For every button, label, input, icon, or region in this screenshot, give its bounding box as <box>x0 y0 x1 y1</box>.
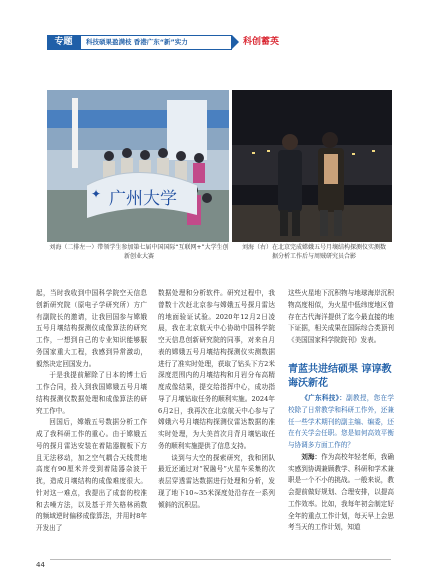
photo-caption-2: 刘海（右）在北京完成嫦娥五号月壤结构探测仪实测数据分析工作后与周贼研究员合影 <box>241 244 386 260</box>
paragraph: 数据处理和分析软件。研究过程中，我曾数十次赶北京参与嫦娥五号探月雷达的地面验证试验。2020年12月2日凌晨，我在北京航天中心协助中国科学院空天信息创新研究院的同事，对来自月表的嫦娥五号月壤结构探测仪实测数据进行了准实时处理，获取了钻头下方2米深度范围内的月壤结构和月岩分布高精度成像结果，提交给指挥中心，成功指导了月壤钻取任务的顺利实施。2024年6月2日，我再次在北京航天中心参与了嫦娥六号月壤结构探测仪雷达数据的准实时处理，为大美首次月背月壤钻取任务的顺利实施提供了信息支持。 <box>158 289 275 450</box>
answer <box>288 452 394 534</box>
question-label: 《广东科技》： <box>301 394 347 402</box>
body-column-3 <box>288 288 394 347</box>
paragraph: 这些火星地下沉积物与地球海岸沉积物高度相似，为火星中低纬度地区曾存在古代海洋提供了迄今最直接的地下证据，相关成果在国际综合类顶刊《美国国家科学院院刊》发表。 <box>288 289 394 344</box>
section-heading: 青蓝共进结硕果 谆谆教诲沃新花 <box>288 364 392 389</box>
photo-caption-1: 刘海（二排左一）带领学生参加第七届中国国际“互联网+”大学生创新创业大赛 <box>49 244 229 260</box>
photo-beijing-team <box>232 90 392 242</box>
body-column-2 <box>158 288 275 511</box>
paragraph: 于是我提前解除了日本的博士后工作合同，投入到我国嫦娥五号月壤结构探测仪数据处理和成像算法的研究工作中。 <box>36 371 147 415</box>
question <box>288 393 394 452</box>
paragraph: 谈到与大空的探索研究，我和团队最近还通过对“祝融号”火星车采集的次表层穿透雷达数据进行处理和分析，发现了地下10~35米深度处沿存在一系列倾斜的沉积层。 <box>158 453 275 509</box>
column-title: 科创蓄英 <box>243 37 280 47</box>
footer-rule <box>36 559 391 560</box>
header-bar: 科技硕果盈满枝 香港广东“新”实力 <box>80 35 232 50</box>
header-chevron <box>232 35 239 49</box>
paragraph: 回国后，嫦娥五号数据分析工作成了我科研工作的重心。由于嫦娥五号的探月雷达安装在着陆器腹板下方且无法移动，加之空气耦合天线贯地高度有90厘米并受到着陆器杂波干扰，造成月壤结构的成像难度很大。针对这一难点，我提出了成套的校准和去噪方法，以及基于并矢格林函数的频域逆时偏移成像算法，并用时8年开发出了 <box>36 418 147 532</box>
answer-label: 刘海： <box>301 452 322 461</box>
photo-student-competition <box>47 90 229 242</box>
body-column-1 <box>36 288 147 535</box>
answer-text: 作为高校年轻老师，我确实感到协调兼顾教学、科研和学术兼职是一个不小的挑战。一般来说，教会提前做好规划、合理安排，以提高工作效率。比如，我每年初会制定好全年的重点工作计划，每天早上会思考当天的工作计划，知道 <box>288 452 395 532</box>
banner-text: 广州大学 <box>109 189 177 209</box>
question-text: 副教授，您在学校除了日常教学和科研工作外，还兼任一些学术期刊的副主编、编委，还在有关学会任职。您是如何高效平衡与协调多方面工作的？ <box>288 394 395 449</box>
paragraph: 起，当时我收到中国科学院空天信息创新研究院（原电子学研究所）方广有副院长的邀请，让我回国参与嫦娥五号月壤结构探测仪成像算法的研究工作，一想到自己的专业知识能够服务国家重大工程，我感到异常激动，毅然决定回国发力。 <box>36 289 147 368</box>
page-number: 44 <box>36 557 50 573</box>
beijing-photo-illustration <box>232 90 392 242</box>
section-tag: 专题 <box>47 35 80 50</box>
qa-block <box>288 393 394 534</box>
svg-text:✦: ✦ <box>91 187 102 201</box>
team-photo-illustration <box>47 90 229 242</box>
